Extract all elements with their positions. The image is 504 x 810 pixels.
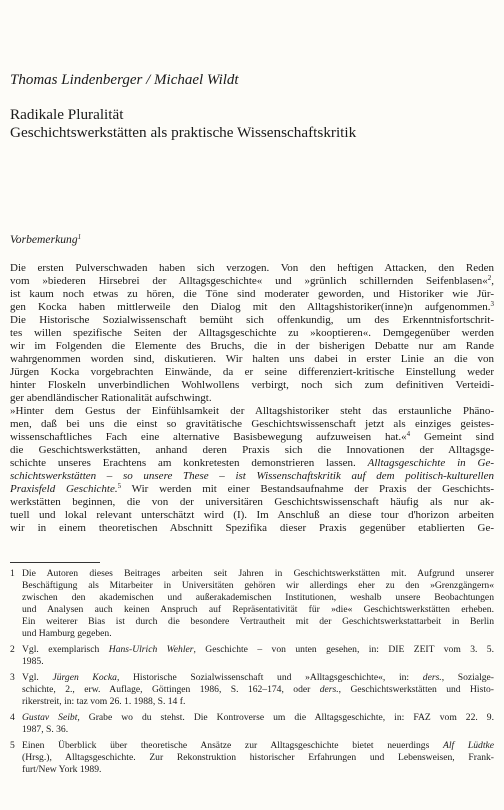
- article-title: Radikale Pluralität: [10, 106, 124, 123]
- footnote-ref-2: 2: [487, 275, 492, 282]
- body-line: ger abendländischer Rationalität aufschwingt.: [10, 392, 212, 404]
- body-line: [10, 431, 494, 444]
- body-line-emphasis: Alltagsgeschichte in Ge-: [367, 457, 494, 469]
- body-line: werkstätten beginnen, die von der universitären Geschichtswissenschaft häufig als nur ak-: [10, 496, 494, 508]
- footnote-line: und Analysen auch keinen Anspruch auf Repräsentativität für »die« Geschichtswerkstätten erheben.: [22, 604, 494, 615]
- footnote-author: Jürgen Kocka: [52, 672, 117, 683]
- footnote-number: 4: [10, 712, 15, 723]
- body-line: [10, 470, 494, 483]
- footnote-line: zwischen den akademischen und außerakademischen Institutionen, weshalb unsere Beobachtungen: [22, 592, 494, 603]
- section-heading: [10, 233, 81, 246]
- author-line: Thomas Lindenberger / Michael Wildt: [10, 72, 239, 88]
- section-heading-text: Vorbemerkung: [10, 233, 78, 246]
- body-line: wir in einem theoretischen Abschnitt Spezifika dieser Praxis gegenüber etablierten Ge-: [10, 522, 494, 534]
- article-subtitle: Geschichtswerkstätten als praktische Wissenschaftskritik: [10, 124, 357, 141]
- footnote-number: 1: [10, 568, 15, 579]
- body-line: tuell und lokal relevant unterschätzt wird (I). Im Anschluß an diese tour d'horizon arbeiten: [10, 509, 494, 521]
- footnote-line: rikerstreit, in: taz vom 26. 1. 1988, S. 14 f.: [22, 696, 186, 707]
- body-line: [10, 301, 494, 314]
- footnote-line: [22, 672, 494, 684]
- footnote-line: (Hrsg.), Alltagsgeschichte. Zur Rekonstruktion historischer Erfahrungen und Lebensweisen, Frank-: [22, 752, 494, 763]
- footnote-text: , Grabe wo du stehst. Die Kontroverse um die Alltagsgeschichte, in: FAZ vom 22. 9.: [77, 712, 494, 723]
- body-line-text: wissenschaftliches Fach eine alternative Basisbewegung aufzuweisen hat.«: [10, 431, 407, 443]
- footnote-divider: [10, 562, 100, 563]
- footnote-number: 2: [10, 644, 15, 655]
- body-line-emphasis: Praxisfeld Geschichte.: [10, 483, 118, 495]
- footnote-line: [22, 740, 494, 752]
- body-line: die Geschichtswerkstätten, anhand deren Praxis sich die Innovationen der Alltagsge-: [10, 444, 494, 456]
- footnote-line: [22, 644, 494, 656]
- footnote-line: [22, 684, 494, 696]
- footnote-text: Einen Überblick über theoretische Ansätze zur Alltagsgeschichte bietet neuerdings: [22, 740, 444, 751]
- footnote-number: 3: [10, 672, 15, 683]
- footnote-ref-5: 5: [117, 483, 122, 490]
- footnote-text: , Sozialge-: [441, 672, 494, 683]
- footnote-text: schichte, 2., erw. Auflage, Göttingen 1986, S. 162–174, oder: [22, 684, 320, 695]
- footnote-line: Beschäftigung als Mitarbeiter in Universitäten gehören wir allerdings eher zu den »Grenzgängern«: [22, 580, 494, 591]
- footnote-author: ders.: [422, 672, 442, 683]
- footnote-author: Gustav Seibt: [22, 712, 78, 723]
- body-line-text: gen Kocka haben mittlerweile den Dialog mit den Alltagshistoriker(inne)n aufgenommen.: [10, 301, 491, 313]
- footnote-author: ders.: [319, 684, 339, 695]
- body-line: vom »biederen Hirsebrei der Alltagsgeschichte« und »grünlich schillernden Seifenblasen«$^2$,: [10, 275, 494, 287]
- body-line: Die Historische Sozialwissenschaft bemüht sich offenkundig, um des Erkenntnisfortschrit-: [10, 314, 494, 326]
- body-line: wir im Folgenden die Elemente des Bruchs, die in der bisherigen Debatte nur am Rande: [10, 340, 494, 352]
- footnote-line: Die Autoren dieses Beitrages arbeiten seit Jahren in Geschichtswerkstätten mit. Aufgrund unserer: [22, 568, 494, 579]
- footnote-line: Ein weiterer Bias ist durch die besondere Vertrautheit mit der Geschichtswerkstattarbeit in Berlin: [22, 616, 494, 627]
- body-line-text: Wir werden mit einer Bestandsaufnahme der Praxis der Geschichts-: [121, 483, 494, 495]
- footnote-text: , Geschichtswerkstätten und Histo-: [338, 684, 494, 695]
- footnote-text: , Historische Sozialwissenschaft und »Alltagsgeschichte«, in:: [116, 672, 423, 683]
- body-line: men, daß bei uns die einst so gravitätische Geschichtswissenschaft jetzt als einziges geistes-: [10, 418, 494, 430]
- footnote-text: Vgl.: [22, 672, 53, 683]
- body-line: Die ersten Pulverschwaden haben sich verzogen. Von den heftigen Attacken, den Reden: [10, 262, 494, 274]
- body-line: wahrgenommen worden sind, diskutieren. Wir halten uns dabei in erster Linie an die von: [10, 353, 494, 365]
- footnote-author: Hans-Ulrich Wehler: [108, 644, 194, 655]
- footnote-ref-3: 3: [490, 301, 494, 308]
- body-line-text: vom »biederen Hirsebrei der Alltagsgeschichte« und »grünlich schillernden Seifenblasen«: [10, 275, 488, 287]
- footnote-number: 5: [10, 740, 15, 751]
- body-line-text: Gemeint sind: [410, 431, 494, 443]
- footnote-text: , Geschichte – von unten gesehen, in: DIE ZEIT vom 3. 5.: [193, 644, 494, 655]
- footnote-line: [22, 712, 494, 724]
- footnote-line: und Hamburg gegeben.: [22, 628, 112, 639]
- footnote-ref-4: 4: [406, 431, 411, 438]
- body-line: »Hinter dem Gestus der Einfühlsamkeit der Alltagshistoriker steht das erstaunliche Phäno-: [10, 405, 494, 417]
- body-line-text: schichte unseres Erachtens am konkretesten demonstrieren lassen.: [10, 457, 368, 469]
- footnote-line: 1985.: [22, 656, 44, 667]
- body-line: [10, 483, 494, 496]
- body-line-emphasis: schichtswerkstätten – so unsere These – ist Wissenschaftskritik auf dem politisch-kulturellen: [10, 470, 494, 482]
- body-line: Jürgen Kocka vorgebrachten Einwände, da er seine differenziert-kritische Einstellung weder: [10, 366, 494, 378]
- body-line: ist kaum noch etwas zu hören, die Töne sind moderater geworden, und Historiker wie Jür-: [10, 288, 494, 300]
- footnote-ref-1: 1: [77, 233, 82, 241]
- footnote-text: Vgl. exemplarisch: [22, 644, 109, 655]
- footnote-author: Alf Lüdtke: [443, 740, 494, 751]
- footnote-line: furt/New York 1989.: [22, 764, 102, 775]
- footnote-line: 1987, S. 36.: [22, 724, 69, 735]
- body-line: hinter Floskeln unverbindlichen Wohlwollens verbirgt, noch sich zum definitiven Verteidi-: [10, 379, 494, 391]
- body-line: [10, 457, 494, 470]
- body-line: tes willen spezifische Seiten der Alltagsgeschichte zu »kooptieren«. Demgegenüber werden: [10, 327, 494, 339]
